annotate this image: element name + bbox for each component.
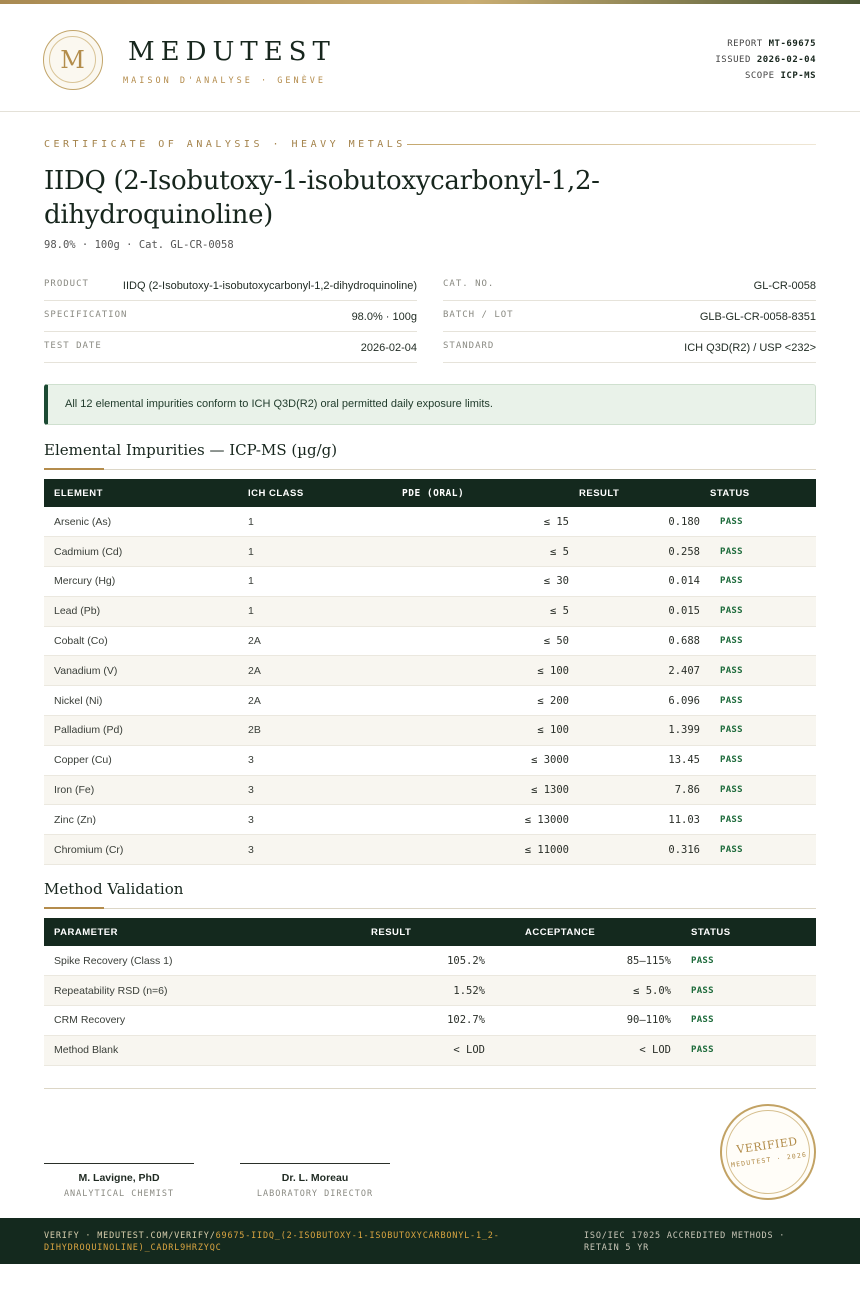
table-row bbox=[44, 507, 816, 537]
status-badge: PASS bbox=[720, 755, 743, 766]
header bbox=[0, 4, 860, 112]
ich-class-cell: 2A bbox=[248, 694, 261, 707]
acceptance-cell: 85–115% bbox=[626, 954, 671, 967]
brand-tagline: MAISON D'ANALYSE · GENÈVE bbox=[123, 76, 326, 86]
info-key: SPECIFICATION bbox=[44, 310, 128, 320]
element-cell: Iron (Fe) bbox=[54, 784, 95, 797]
ich-class-cell: 1 bbox=[248, 515, 254, 528]
element-cell: Mercury (Hg) bbox=[54, 575, 116, 588]
signatory-role: ANALYTICAL CHEMIST bbox=[63, 1189, 175, 1199]
section-accent bbox=[44, 468, 104, 470]
status-badge: PASS bbox=[691, 985, 714, 996]
info-value: ICH Q3D(R2) / USP <232> bbox=[684, 342, 816, 354]
pde-cell: ≤ 30 bbox=[543, 575, 569, 588]
parameter-cell: CRM Recovery bbox=[54, 1014, 126, 1027]
ich-class-cell: 1 bbox=[248, 575, 254, 588]
ich-class-cell: 2A bbox=[248, 635, 261, 648]
conformance-banner bbox=[44, 384, 816, 425]
status-badge: PASS bbox=[720, 636, 743, 647]
status-badge: PASS bbox=[720, 814, 743, 825]
result-cell: 7.86 bbox=[674, 784, 700, 797]
pde-cell: ≤ 11000 bbox=[524, 843, 569, 856]
status-badge: PASS bbox=[720, 725, 743, 736]
parameter-cell: Method Blank bbox=[54, 1044, 119, 1057]
result-cell: 1.52% bbox=[453, 984, 485, 997]
parameter-cell: Spike Recovery (Class 1) bbox=[54, 954, 173, 967]
table-row bbox=[44, 567, 816, 597]
section-rule bbox=[44, 469, 816, 470]
acceptance-cell: 90–110% bbox=[626, 1014, 671, 1027]
ich-class-cell: 3 bbox=[248, 843, 254, 856]
status-badge: PASS bbox=[720, 606, 743, 617]
result-cell: 0.316 bbox=[668, 843, 700, 856]
result-cell: 0.180 bbox=[668, 515, 700, 528]
report-meta bbox=[715, 36, 816, 84]
section-accent bbox=[44, 907, 104, 909]
signatory-name: Dr. L. Moreau bbox=[281, 1172, 349, 1184]
table-row bbox=[44, 946, 816, 976]
result-cell: 1.399 bbox=[668, 724, 700, 737]
info-value: GL-CR-0058 bbox=[753, 280, 816, 292]
signature-divider bbox=[44, 1088, 816, 1089]
signature-director bbox=[240, 1163, 390, 1199]
pde-cell: ≤ 15 bbox=[543, 515, 569, 528]
pde-cell: ≤ 3000 bbox=[531, 754, 569, 767]
result-cell: 11.03 bbox=[668, 813, 700, 826]
report-number: REPORT MT-69675 bbox=[727, 39, 816, 49]
result-cell: < LOD bbox=[453, 1044, 485, 1057]
status-badge: PASS bbox=[720, 844, 743, 855]
pde-cell: ≤ 100 bbox=[537, 664, 569, 677]
table-header-row bbox=[44, 479, 816, 507]
ich-class-cell: 2B bbox=[248, 724, 261, 737]
signatory-name: M. Lavigne, PhD bbox=[78, 1172, 160, 1184]
element-cell: Vanadium (V) bbox=[54, 664, 118, 677]
pde-cell: ≤ 200 bbox=[537, 694, 569, 707]
table-row bbox=[44, 805, 816, 835]
table-row bbox=[44, 686, 816, 716]
element-cell: Nickel (Ni) bbox=[54, 694, 103, 707]
info-row-specification bbox=[44, 301, 417, 332]
table-row bbox=[44, 976, 816, 1006]
column-header: RESULT bbox=[371, 926, 412, 938]
element-cell: Palladium (Pd) bbox=[54, 724, 123, 737]
info-grid-right bbox=[443, 270, 816, 363]
result-cell: 105.2% bbox=[447, 954, 485, 967]
conformance-text: All 12 elemental impurities conform to ICH Q3D(R2) oral permitted daily exposure limits. bbox=[65, 398, 493, 410]
scope: SCOPE ICP-MS bbox=[744, 71, 816, 81]
document-label-rule bbox=[407, 144, 816, 145]
status-badge: PASS bbox=[691, 1045, 714, 1056]
info-key: STANDARD bbox=[443, 341, 495, 351]
table-row bbox=[44, 1035, 816, 1065]
result-cell: 102.7% bbox=[447, 1014, 485, 1027]
result-cell: 6.096 bbox=[668, 694, 700, 707]
info-key: TEST DATE bbox=[44, 341, 102, 351]
info-row-product bbox=[44, 270, 417, 301]
verify-link[interactable]: VERIFY · MEDUTEST.COM/VERIFY/69675-IIDQ_(2-ISOBUTOXY-1-ISOBUTOXYCARBONYL-1_2-DIHYDROQUINOLINE)_CADRL9HRZYQC bbox=[44, 1231, 500, 1253]
table-row bbox=[44, 626, 816, 656]
table-row bbox=[44, 716, 816, 746]
pde-cell: ≤ 5 bbox=[550, 545, 569, 558]
table-row bbox=[44, 656, 816, 686]
pde-cell: ≤ 100 bbox=[537, 724, 569, 737]
info-value: 2026-02-04 bbox=[360, 342, 417, 354]
status-badge: PASS bbox=[691, 1015, 714, 1026]
column-header: ICH CLASS bbox=[248, 487, 304, 499]
column-header: STATUS bbox=[691, 926, 731, 938]
signatory-role: LABORATORY DIRECTOR bbox=[256, 1189, 374, 1199]
column-header: ELEMENT bbox=[54, 487, 103, 499]
issued-date: ISSUED 2026-02-04 bbox=[715, 55, 816, 65]
brand-name: MEDUTEST bbox=[128, 37, 336, 67]
page-subtitle: 98.0% · 100g · Cat. GL-CR-0058 bbox=[44, 239, 234, 251]
validation-table bbox=[44, 918, 816, 1066]
result-cell: 0.014 bbox=[668, 575, 700, 588]
info-value: 98.0% · 100g bbox=[351, 311, 417, 323]
info-grid-left bbox=[44, 270, 417, 363]
info-key: PRODUCT bbox=[44, 279, 89, 289]
accreditation-note: ISO/IEC 17025 ACCREDITED METHODS · RETAIN 5 YR bbox=[584, 1231, 786, 1253]
element-cell: Zinc (Zn) bbox=[54, 813, 96, 826]
page-title: IIDQ (2-Isobutoxy-1-isobutoxycarbonyl-1,2-dihydroquinoline) bbox=[44, 166, 600, 230]
status-badge: PASS bbox=[720, 516, 743, 527]
ich-class-cell: 3 bbox=[248, 784, 254, 797]
pde-cell: ≤ 1300 bbox=[531, 784, 569, 797]
column-header: PDE (ORAL) bbox=[402, 487, 465, 499]
element-cell: Lead (Pb) bbox=[54, 605, 101, 618]
result-cell: 2.407 bbox=[668, 664, 700, 677]
result-cell: 0.258 bbox=[668, 545, 700, 558]
element-cell: Cobalt (Co) bbox=[54, 635, 108, 648]
impurities-section-title: Elemental Impurities — ICP-MS (µg/g) bbox=[44, 441, 338, 459]
table-row bbox=[44, 596, 816, 626]
result-cell: 0.688 bbox=[668, 635, 700, 648]
ich-class-cell: 3 bbox=[248, 813, 254, 826]
verified-stamp bbox=[714, 1098, 822, 1206]
pde-cell: ≤ 50 bbox=[543, 635, 569, 648]
table-row bbox=[44, 1006, 816, 1036]
table-row bbox=[44, 745, 816, 775]
info-row-batch bbox=[443, 301, 816, 332]
info-key: CAT. NO. bbox=[443, 279, 495, 289]
info-row-standard bbox=[443, 332, 816, 363]
result-cell: 0.015 bbox=[668, 605, 700, 618]
stamp-text: VERIFIED bbox=[735, 1134, 799, 1157]
info-key: BATCH / LOT bbox=[443, 310, 514, 320]
signature-analyst bbox=[44, 1163, 194, 1199]
logo bbox=[43, 30, 103, 90]
column-header: RESULT bbox=[579, 487, 620, 499]
status-badge: PASS bbox=[720, 546, 743, 557]
stamp-subtext: MEDUTEST · 2026 bbox=[730, 1150, 808, 1170]
element-cell: Arsenic (As) bbox=[54, 515, 112, 528]
info-row-test-date bbox=[44, 332, 417, 363]
table-header-row bbox=[44, 918, 816, 946]
pde-cell: ≤ 5 bbox=[550, 605, 569, 618]
acceptance-cell: < LOD bbox=[639, 1044, 671, 1057]
column-header: ACCEPTANCE bbox=[525, 926, 596, 938]
status-badge: PASS bbox=[720, 576, 743, 587]
document-label: CERTIFICATE OF ANALYSIS · HEAVY METALS bbox=[44, 139, 406, 150]
element-cell: Chromium (Cr) bbox=[54, 843, 124, 856]
ich-class-cell: 1 bbox=[248, 605, 254, 618]
table-row bbox=[44, 537, 816, 567]
info-value: GLB-GL-CR-0058-8351 bbox=[699, 311, 816, 323]
column-header: PARAMETER bbox=[54, 926, 118, 938]
info-value: IIDQ (2-Isobutoxy-1-isobutoxycarbonyl-1,2-dihydroquinoline) bbox=[122, 280, 417, 292]
info-row-cat-no bbox=[443, 270, 816, 301]
element-cell: Cadmium (Cd) bbox=[54, 545, 123, 558]
footer bbox=[0, 1218, 860, 1264]
parameter-cell: Repeatability RSD (n=6) bbox=[54, 984, 168, 997]
table-row bbox=[44, 835, 816, 865]
logo-letter: M bbox=[49, 36, 96, 83]
ich-class-cell: 3 bbox=[248, 754, 254, 767]
impurities-table bbox=[44, 479, 816, 865]
status-badge: PASS bbox=[691, 955, 714, 966]
status-badge: PASS bbox=[720, 665, 743, 676]
section-rule bbox=[44, 908, 816, 909]
ich-class-cell: 1 bbox=[248, 545, 254, 558]
column-header: STATUS bbox=[710, 487, 750, 499]
status-badge: PASS bbox=[720, 695, 743, 706]
result-cell: 13.45 bbox=[668, 754, 700, 767]
element-cell: Copper (Cu) bbox=[54, 754, 112, 767]
table-row bbox=[44, 775, 816, 805]
validation-section-title: Method Validation bbox=[44, 880, 184, 898]
pde-cell: ≤ 13000 bbox=[524, 813, 569, 826]
acceptance-cell: ≤ 5.0% bbox=[633, 984, 671, 997]
status-badge: PASS bbox=[720, 785, 743, 796]
ich-class-cell: 2A bbox=[248, 664, 261, 677]
